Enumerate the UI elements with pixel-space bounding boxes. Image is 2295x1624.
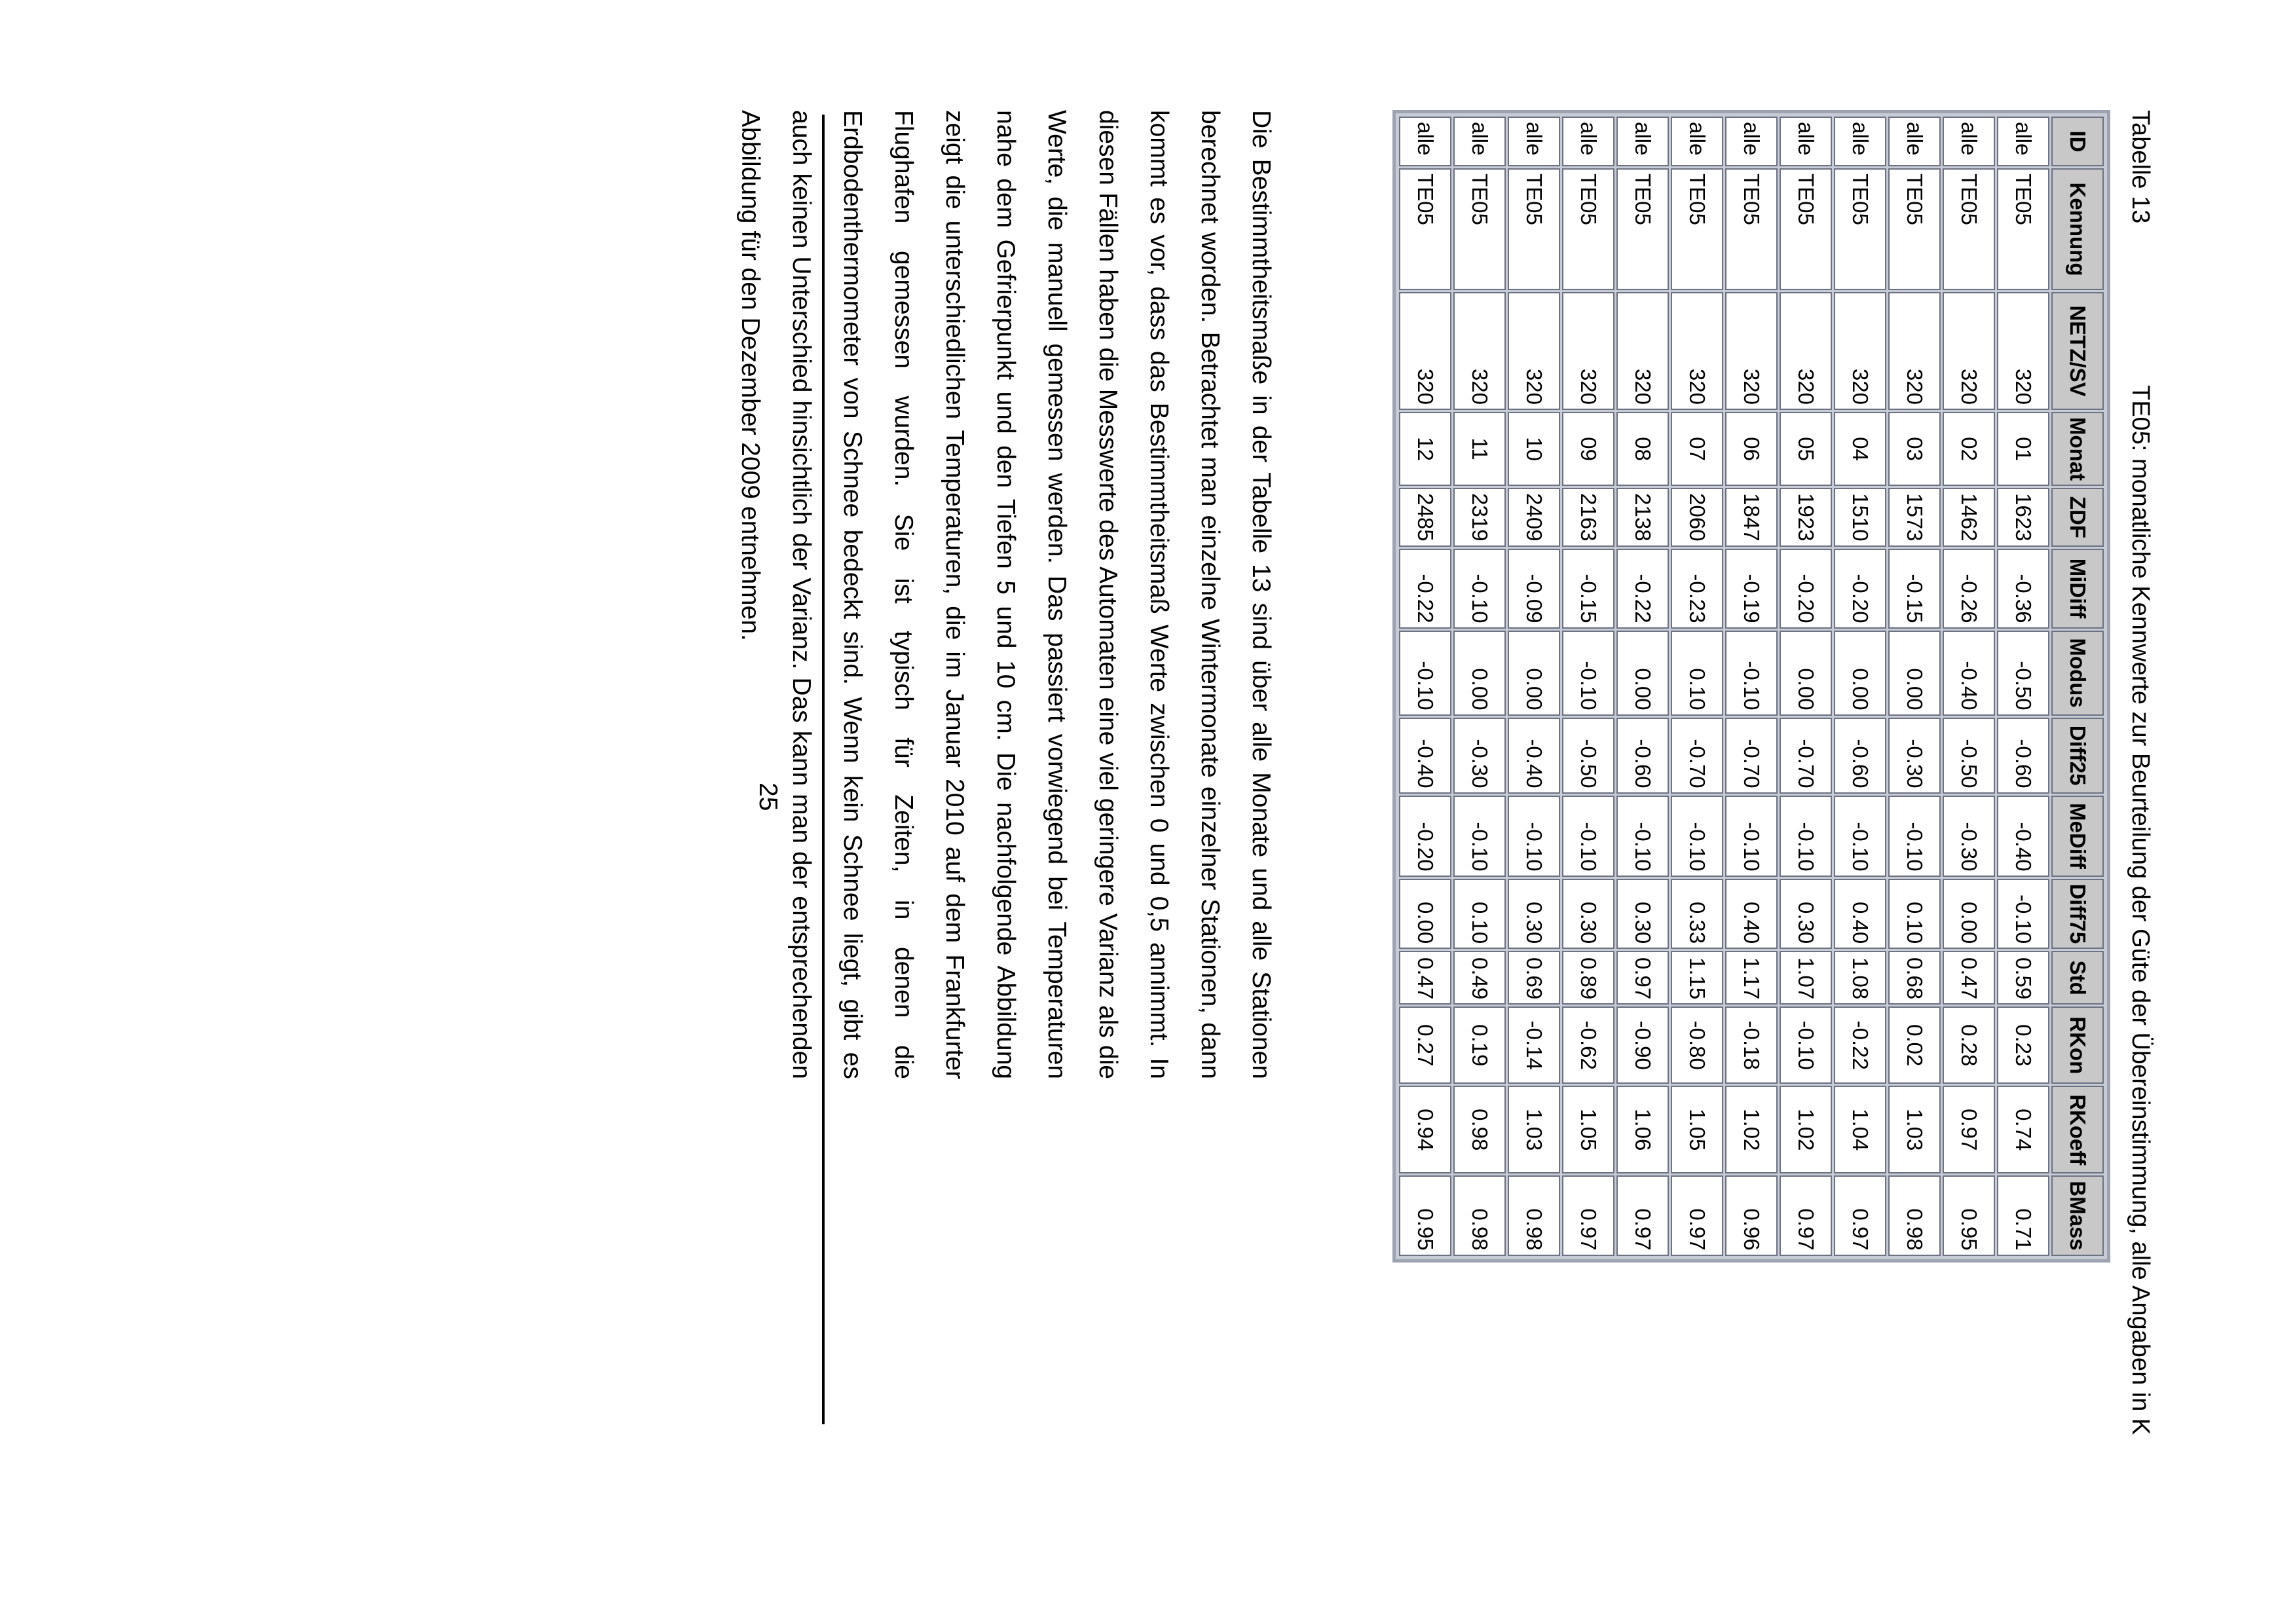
header-kennung: Kennung [2051, 168, 2104, 290]
cell-diff75: 0.33 [1671, 879, 1723, 950]
table-body [1399, 117, 2049, 1256]
cell-diff25: -0.60 [1616, 718, 1669, 794]
cell-diff75: 0.00 [1399, 879, 1451, 950]
header-rkon: RKon [2051, 1006, 2104, 1084]
cell-diff75: 0.40 [1834, 879, 1886, 950]
cell-rkon: -0.10 [1780, 1006, 1832, 1084]
cell-monat: 10 [1508, 412, 1560, 486]
cell-kennung: TE05 [1616, 168, 1669, 290]
cell-rkoeff: 0.97 [1943, 1086, 1995, 1173]
cell-netz-sv: 320 [1888, 292, 1941, 410]
cell-netz-sv: 320 [1725, 292, 1778, 410]
cell-rkoeff: 1.03 [1508, 1086, 1560, 1173]
cell-mediff: -0.10 [1508, 796, 1560, 877]
cell-diff75: 0.10 [1453, 879, 1506, 950]
cell-mediff: -0.10 [1888, 796, 1941, 877]
cell-rkoeff: 1.04 [1834, 1086, 1886, 1173]
cell-modus: 0.00 [1616, 631, 1669, 716]
header-std: Std [2051, 951, 2104, 1005]
cell-zdf: 1923 [1780, 488, 1832, 546]
table-caption [2126, 110, 2154, 1435]
table-row [1453, 117, 1506, 1256]
table-row [1399, 117, 1451, 1256]
cell-std: 1.15 [1671, 951, 1723, 1005]
cell-rkon: -0.62 [1562, 1006, 1614, 1084]
header-modus: Modus [2051, 631, 2104, 716]
cell-mediff: -0.40 [1997, 796, 2049, 877]
caption-text: TE05: monatliche Kennwerte zur Beurteilung der Güte der Übereinstimmung, alle Angaben in K [2127, 385, 2154, 1435]
cell-midiff: -0.22 [1616, 549, 1669, 629]
cell-midiff: -0.15 [1562, 549, 1614, 629]
cell-modus: -0.50 [1997, 631, 2049, 716]
cell-rkoeff: 1.03 [1888, 1086, 1941, 1173]
cell-std: 1.17 [1725, 951, 1778, 1005]
cell-id: alle [1997, 117, 2049, 166]
cell-monat: 09 [1562, 412, 1614, 486]
cell-rkon: 0.02 [1888, 1006, 1941, 1084]
cell-mediff: -0.10 [1725, 796, 1778, 877]
cell-id: alle [1562, 117, 1614, 166]
cell-netz-sv: 320 [1780, 292, 1832, 410]
cell-diff75: 0.30 [1616, 879, 1669, 950]
table-row [1888, 117, 1941, 1256]
cell-netz-sv: 320 [1562, 292, 1614, 410]
table-row [1725, 117, 1778, 1256]
cell-zdf: 1623 [1997, 488, 2049, 546]
cell-mediff: -0.10 [1453, 796, 1506, 877]
cell-zdf: 1847 [1725, 488, 1778, 546]
cell-id: alle [1780, 117, 1832, 166]
cell-bmass: 0.71 [1997, 1175, 2049, 1255]
header-diff75: Diff75 [2051, 879, 2104, 950]
caption-label: Tabelle 13 [2127, 110, 2154, 224]
table-header-row [2051, 117, 2104, 1256]
cell-monat: 05 [1780, 412, 1832, 486]
table-row [1562, 117, 1614, 1256]
cell-zdf: 2138 [1616, 488, 1669, 546]
cell-diff25: -0.40 [1399, 718, 1451, 794]
cell-diff25: -0.70 [1671, 718, 1723, 794]
cell-zdf: 1573 [1888, 488, 1941, 546]
cell-diff25: -0.50 [1943, 718, 1995, 794]
cell-rkoeff: 1.06 [1616, 1086, 1669, 1173]
cell-netz-sv: 320 [1399, 292, 1451, 410]
cell-mediff: -0.10 [1780, 796, 1832, 877]
cell-id: alle [1616, 117, 1669, 166]
cell-diff75: -0.10 [1997, 879, 2049, 950]
cell-rkon: -0.22 [1834, 1006, 1886, 1084]
cell-zdf: 1510 [1834, 488, 1886, 546]
cell-diff75: 0.30 [1562, 879, 1614, 950]
cell-rkoeff: 0.94 [1399, 1086, 1451, 1173]
cell-midiff: -0.36 [1997, 549, 2049, 629]
cell-id: alle [1399, 117, 1451, 166]
cell-netz-sv: 320 [1616, 292, 1669, 410]
cell-monat: 03 [1888, 412, 1941, 486]
cell-std: 0.97 [1616, 951, 1669, 1005]
cell-bmass: 0.98 [1508, 1175, 1560, 1255]
cell-rkon: 0.28 [1943, 1006, 1995, 1084]
cell-netz-sv: 320 [1997, 292, 2049, 410]
cell-diff25: -0.70 [1780, 718, 1832, 794]
cell-monat: 12 [1399, 412, 1451, 486]
cell-midiff: -0.20 [1834, 549, 1886, 629]
cell-id: alle [1725, 117, 1778, 166]
cell-bmass: 0.97 [1780, 1175, 1832, 1255]
table-row [1997, 117, 2049, 1256]
cell-midiff: -0.09 [1508, 549, 1560, 629]
cell-zdf: 2409 [1508, 488, 1560, 546]
cell-rkon: -0.18 [1725, 1006, 1778, 1084]
cell-kennung: TE05 [1997, 168, 2049, 290]
cell-netz-sv: 320 [1508, 292, 1560, 410]
cell-netz-sv: 320 [1834, 292, 1886, 410]
cell-midiff: -0.22 [1399, 549, 1451, 629]
header-diff25: Diff25 [2051, 718, 2104, 794]
cell-midiff: -0.26 [1943, 549, 1995, 629]
cell-bmass: 0.96 [1725, 1175, 1778, 1255]
cell-mediff: -0.30 [1943, 796, 1995, 877]
cell-kennung: TE05 [1888, 168, 1941, 290]
cell-kennung: TE05 [1671, 168, 1723, 290]
cell-std: 1.07 [1780, 951, 1832, 1005]
header-mediff: MeDiff [2051, 796, 2104, 877]
cell-netz-sv: 320 [1943, 292, 1995, 410]
cell-mediff: -0.10 [1562, 796, 1614, 877]
cell-midiff: -0.10 [1453, 549, 1506, 629]
cell-mediff: -0.10 [1834, 796, 1886, 877]
cell-modus: 0.00 [1508, 631, 1560, 716]
cell-netz-sv: 320 [1671, 292, 1723, 410]
header-id: ID [2051, 117, 2104, 166]
cell-std: 0.59 [1997, 951, 2049, 1005]
cell-diff25: -0.30 [1453, 718, 1506, 794]
cell-bmass: 0.98 [1888, 1175, 1941, 1255]
footer-rule [822, 115, 825, 1424]
cell-modus: -0.10 [1399, 631, 1451, 716]
cell-zdf: 2485 [1399, 488, 1451, 546]
cell-std: 0.89 [1562, 951, 1614, 1005]
cell-zdf: 2163 [1562, 488, 1614, 546]
cell-modus: 0.10 [1671, 631, 1723, 716]
cell-zdf: 2319 [1453, 488, 1506, 546]
header-monat: Monat [2051, 412, 2104, 486]
cell-rkon: -0.14 [1508, 1006, 1560, 1084]
cell-rkon: 0.23 [1997, 1006, 2049, 1084]
cell-rkoeff: 0.74 [1997, 1086, 2049, 1173]
table-row [1943, 117, 1995, 1256]
cell-rkoeff: 1.05 [1671, 1086, 1723, 1173]
cell-std: 0.47 [1943, 951, 1995, 1005]
cell-midiff: -0.19 [1725, 549, 1778, 629]
cell-mediff: -0.10 [1616, 796, 1669, 877]
cell-rkoeff: 1.02 [1725, 1086, 1778, 1173]
cell-id: alle [1834, 117, 1886, 166]
cell-bmass: 0.97 [1834, 1175, 1886, 1255]
cell-diff25: -0.50 [1562, 718, 1614, 794]
cell-monat: 01 [1997, 412, 2049, 486]
cell-diff75: 0.00 [1943, 879, 1995, 950]
cell-mediff: -0.20 [1399, 796, 1451, 877]
cell-std: 0.68 [1888, 951, 1941, 1005]
cell-midiff: -0.23 [1671, 549, 1723, 629]
cell-modus: 0.00 [1453, 631, 1506, 716]
cell-monat: 04 [1834, 412, 1886, 486]
cell-rkoeff: 0.98 [1453, 1086, 1506, 1173]
cell-id: alle [1943, 117, 1995, 166]
cell-bmass: 0.95 [1399, 1175, 1451, 1255]
cell-id: alle [1888, 117, 1941, 166]
cell-bmass: 0.97 [1562, 1175, 1614, 1255]
page-number: 25 [754, 783, 782, 811]
cell-kennung: TE05 [1508, 168, 1560, 290]
cell-kennung: TE05 [1943, 168, 1995, 290]
cell-diff75: 0.40 [1725, 879, 1778, 950]
cell-diff25: -0.60 [1997, 718, 2049, 794]
cell-diff25: -0.40 [1508, 718, 1560, 794]
cell-bmass: 0.97 [1671, 1175, 1723, 1255]
cell-monat: 11 [1453, 412, 1506, 486]
cell-modus: -0.10 [1725, 631, 1778, 716]
cell-std: 0.47 [1399, 951, 1451, 1005]
cell-rkon: 0.27 [1399, 1006, 1451, 1084]
cell-std: 0.69 [1508, 951, 1560, 1005]
cell-rkoeff: 1.05 [1562, 1086, 1614, 1173]
header-bmass: BMass [2051, 1175, 2104, 1255]
cell-midiff: -0.20 [1780, 549, 1832, 629]
cell-monat: 02 [1943, 412, 1995, 486]
cell-rkoeff: 1.02 [1780, 1086, 1832, 1173]
cell-kennung: TE05 [1725, 168, 1778, 290]
cell-modus: 0.00 [1780, 631, 1832, 716]
cell-zdf: 2060 [1671, 488, 1723, 546]
cell-rkon: -0.90 [1616, 1006, 1669, 1084]
cell-bmass: 0.95 [1943, 1175, 1995, 1255]
data-table [1397, 115, 2106, 1258]
cell-monat: 08 [1616, 412, 1669, 486]
cell-diff25: -0.60 [1834, 718, 1886, 794]
cell-modus: -0.10 [1562, 631, 1614, 716]
cell-std: 1.08 [1834, 951, 1886, 1005]
cell-diff75: 0.30 [1508, 879, 1560, 950]
header-midiff: MiDiff [2051, 549, 2104, 629]
table-frame [1392, 110, 2110, 1263]
cell-modus: -0.40 [1943, 631, 1995, 716]
header-zdf: ZDF [2051, 488, 2104, 546]
cell-rkon: -0.80 [1671, 1006, 1723, 1084]
body-paragraph: Die Bestimmtheitsmaße in der Tabelle 13 sind über alle Monate und alle Stationen berechnet worden. Betrachtet man einzelne Wintermonate einzelner Stationen, dann kommt es vor, dass das Bestimmtheitsmaß Werte zwischen 0 und 0,5 annimmt. In diesen Fällen haben die Messwerte des Automaten eine viel geringere Varianz als die Werte, die manuell gemessen werden. Das passiert vorwiegend bei Temperaturen nahe dem Gefrierpunkt und den Tiefen 5 und 10 cm. Die nachfolgende Abbildung zeigt die unterschiedlichen Temperaturen, die im Januar 2010 auf dem Frankfurter Flughafen gemessen wurden. Sie ist typisch für Zeiten, in denen die Erdbodenthermometer von Schnee bedeckt sind. Wenn kein Schnee liegt, gibt es auch keinen Unterschied hinsichtlich der Varianz. Das kann man der entsprechenden Abbildung für den Dezember 2009 entnehmen. [736, 110, 1275, 1079]
cell-id: alle [1453, 117, 1506, 166]
header-netz-sv: NETZ/SV [2051, 292, 2104, 410]
cell-monat: 07 [1671, 412, 1723, 486]
table-row [1508, 117, 1560, 1256]
cell-diff75: 0.10 [1888, 879, 1941, 950]
table-row [1834, 117, 1886, 1256]
cell-kennung: TE05 [1453, 168, 1506, 290]
cell-id: alle [1508, 117, 1560, 166]
cell-bmass: 0.98 [1453, 1175, 1506, 1255]
table-row [1671, 117, 1723, 1256]
cell-kennung: TE05 [1780, 168, 1832, 290]
table-row [1616, 117, 1669, 1256]
cell-kennung: TE05 [1399, 168, 1451, 290]
cell-rkon: 0.19 [1453, 1006, 1506, 1084]
cell-midiff: -0.15 [1888, 549, 1941, 629]
cell-diff25: -0.70 [1725, 718, 1778, 794]
cell-modus: 0.00 [1834, 631, 1886, 716]
cell-kennung: TE05 [1562, 168, 1614, 290]
cell-kennung: TE05 [1834, 168, 1886, 290]
cell-std: 0.49 [1453, 951, 1506, 1005]
cell-monat: 06 [1725, 412, 1778, 486]
cell-bmass: 0.97 [1616, 1175, 1669, 1255]
cell-diff75: 0.30 [1780, 879, 1832, 950]
table-row [1780, 117, 1832, 1256]
cell-zdf: 1462 [1943, 488, 1995, 546]
cell-id: alle [1671, 117, 1723, 166]
cell-modus: 0.00 [1888, 631, 1941, 716]
cell-diff25: -0.30 [1888, 718, 1941, 794]
header-rkoeff: RKoeff [2051, 1086, 2104, 1173]
cell-mediff: -0.10 [1671, 796, 1723, 877]
cell-netz-sv: 320 [1453, 292, 1506, 410]
